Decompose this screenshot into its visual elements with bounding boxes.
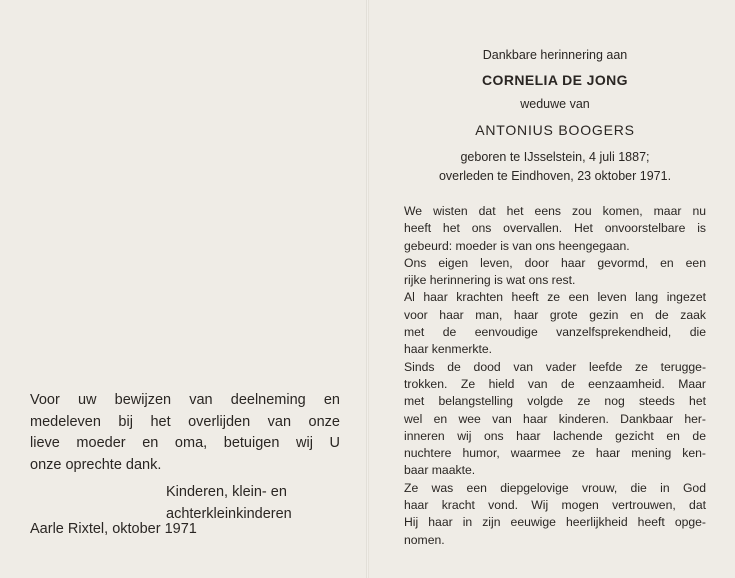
paragraph (404, 359, 706, 480)
birth-line: geboren te IJsselstein, 4 juli 1887; (460, 150, 650, 164)
intro-line: Dankbare herinnering aan (482, 48, 628, 62)
thanks-text (30, 390, 340, 476)
paragraph (404, 203, 706, 255)
card-header (404, 48, 706, 186)
text-line: nuchtere humor, waarmee ze haar mening ken- (404, 446, 706, 461)
text-line: gebeurd: moeder is van ons heengegaan. (404, 238, 630, 253)
text-line: haar kracht vond. Wij mogen vertrouwen, dat (404, 498, 706, 513)
deceased-name: CORNELIA DE JONG (482, 72, 628, 88)
husband-name: ANTONIUS BOOGERS (475, 122, 635, 138)
text-line: Hij haar in zijn eeuwige heerlijkheid heeft opge- (404, 515, 706, 530)
thanks-line: onze oprechte dank. (30, 456, 162, 473)
death-line: overleden te Eindhoven, 23 oktober 1971. (438, 169, 672, 183)
paragraph (404, 480, 706, 549)
paragraph (404, 255, 706, 290)
text-line: wel en wee van haar kinderen. Dankbaar her- (404, 411, 706, 426)
text-line: baar maakte. (404, 463, 476, 478)
place-date: Aarle Rixtel, oktober 1971 (30, 521, 197, 537)
text-line: trokken. Ze hield van de eenzaamheid. Maar (404, 376, 706, 391)
text-line: inneren wij ons haar lachende gezicht en de (404, 428, 706, 443)
left-panel (30, 390, 340, 525)
thanks-line: lieve moeder en oma, betuigen wij U (30, 435, 340, 451)
text-line: rijke herinnering is wat ons rest. (404, 273, 576, 288)
text-line: Ze was een diepgelovige vrouw, die in God (404, 480, 706, 495)
text-line: Al haar krachten heeft ze een leven lang ingezet (404, 290, 706, 305)
text-line: Ons eigen leven, door haar gevormd, en een (404, 255, 706, 270)
text-line: met de eenvoudige vanzelfsprekendheid, die (404, 325, 706, 340)
text-line: Sinds de dood van vader leefde ze terugge- (404, 359, 706, 374)
thanks-line: Voor uw bewijzen van deelneming en (30, 392, 340, 408)
memorial-text (404, 203, 706, 549)
signed-line: Kinderen, klein- en (166, 484, 287, 500)
text-line: voor haar man, haar grote gezin en de zaak (404, 307, 706, 322)
text-line: nomen. (404, 532, 445, 547)
card-fold (366, 0, 369, 578)
text-line: heeft het ons overvallen. Het onvoorstelbare is (404, 221, 706, 236)
text-line: We wisten dat het eens zou komen, maar nu (404, 204, 706, 218)
thanks-line: medeleven bij het overlijden van onze (30, 413, 340, 430)
right-panel (404, 48, 706, 549)
paragraph (404, 289, 706, 358)
signed-by (166, 482, 340, 525)
signed-line: achterkleinkinderen (166, 505, 292, 522)
text-line: met belangstelling volgde ze nog steeds het (404, 394, 706, 409)
text-line: haar kenmerkte. (404, 342, 493, 357)
widow-of-line: weduwe van (520, 97, 590, 111)
